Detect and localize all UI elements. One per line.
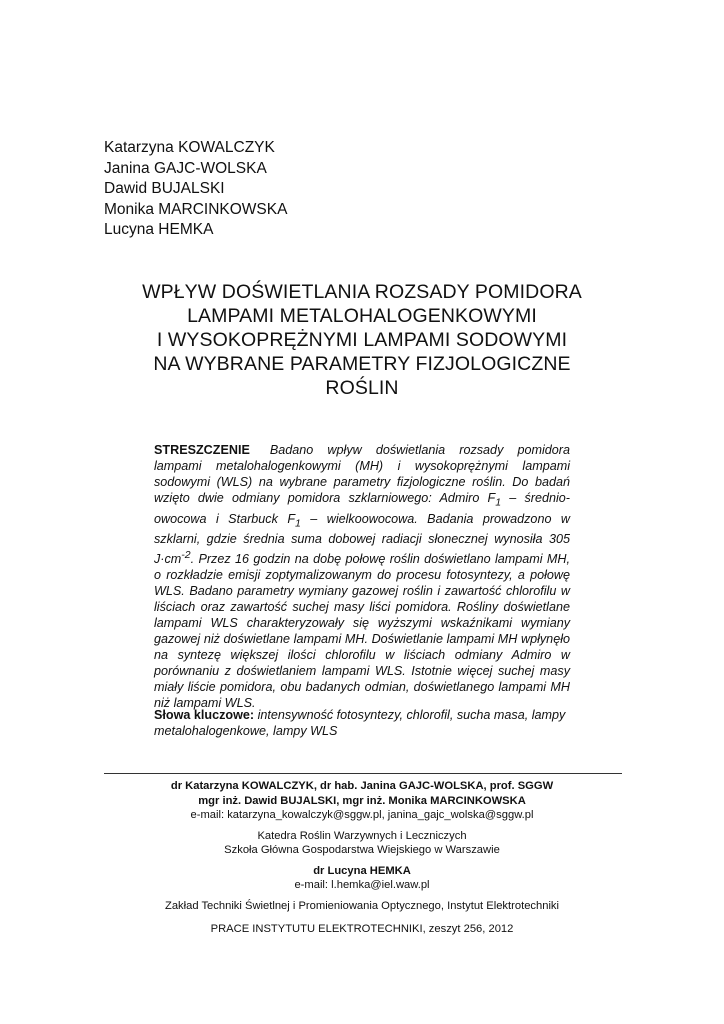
superscript: -2 [181, 549, 191, 562]
subscript: 1 [295, 517, 301, 530]
footer-divider [104, 773, 622, 774]
author-name: Janina GAJC-WOLSKA [104, 159, 267, 177]
affiliations [80, 779, 644, 913]
author-credentials: mgr inż. Dawid BUJALSKI, mgr inż. Monika MARCINKOWSKA [198, 794, 526, 807]
university: Szkoła Główna Gospodarstwa Wiejskiego w Warszawie [224, 844, 500, 856]
title-line: NA WYBRANE PARAMETRY FIZJOLOGICZNE [153, 353, 571, 375]
author-name: Lucyna HEMKA [104, 221, 214, 238]
email: e-mail: l.hemka@iel.waw.pl [294, 879, 430, 891]
author-credentials: dr Katarzyna KOWALCZYK, dr hab. Janina GAJC-WOLSKA, prof. SGGW [170, 780, 554, 792]
email: e-mail: katarzyna_kowalczyk@sggw.pl, janina_gajc_wolska@sggw.pl [190, 809, 534, 821]
title-line: WPŁYW DOŚWIETLANIA ROZSADY POMIDORA [142, 281, 582, 303]
keywords-text: intensywność fotosyntezy, chlorofil, sucha masa, lampy metalohalogenkowe, lampy WLS [154, 708, 566, 738]
author-credentials: dr Lucyna HEMKA [313, 864, 411, 877]
subscript: 1 [495, 496, 502, 509]
abstract [154, 442, 570, 711]
author-list [104, 138, 287, 241]
abstract-label: STRESZCZENIE [154, 443, 250, 457]
keywords [154, 707, 570, 739]
journal-citation: PRACE INSTYTUTU ELEKTROTECHNIKI, zeszyt 256, 2012 [210, 923, 514, 935]
title-line: LAMPAMI METALOHALOGENKOWYMI [187, 305, 537, 327]
author-name: Monika MARCINKOWSKA [104, 200, 288, 218]
author-name: Dawid BUJALSKI [104, 180, 225, 197]
abstract-text: . Przez 16 godzin na dobę połowę roślin doświetlano lampami MH, o rozkładzie emisji zoptymalizowanym do procesu fotosyntezy, a połowę WLS. Badano parametry wymiany gazowej roślin i zawartość chlorofilu w liściach oraz zawartość suchej masy liści pomidora. Rośliny doświetlane lampami WLS charakteryzowały się wyższymi wskaźnikami wymiany gazowej niż doświetlane lampami MH. Doświetlanie lampami MH wpłynęło na syntezę większej ilości chlorofilu w liściach odmiany Admiro w porównaniu z doświetlaniem lampami WLS. Istotnie więcej suchej masy miały liście pomidora, obu badanych odmian, doświetlanego lampami MH niż lampami WLS. [154, 552, 570, 711]
paper-title [60, 280, 664, 400]
abstract-text: – średnioowocowa i Starbuck F [154, 491, 570, 526]
abstract-text: – wielkoowocowa. Badania prowadzono w szklarni, gdzie średnia suma dobowej radiacji słonecznej wynosiła 305 J·cm [154, 511, 570, 567]
department: Katedra Roślin Warzywnych i Leczniczych [257, 829, 467, 842]
keywords-label: Słowa kluczowe: [154, 708, 255, 722]
abstract-text: Badano wpływ doświetlania rozsady pomidora lampami metalohalogenkowymi (MH) i wysokoprężnymi lampami sodowymi (WLS) na wybrane parametry fizjologiczne roślin. Do badań wzięto dwie odmiany pomidora szklarniowego: Admiro F [154, 443, 570, 505]
title-line: ROŚLIN [325, 377, 399, 399]
institute: Zakład Techniki Świetlnej i Promieniowania Optycznego, Instytut Elektrotechniki [164, 899, 560, 912]
title-line: I WYSOKOPRĘŻNYMI LAMPAMI SODOWYMI [156, 329, 568, 351]
author-name: Katarzyna KOWALCZYK [104, 139, 275, 156]
